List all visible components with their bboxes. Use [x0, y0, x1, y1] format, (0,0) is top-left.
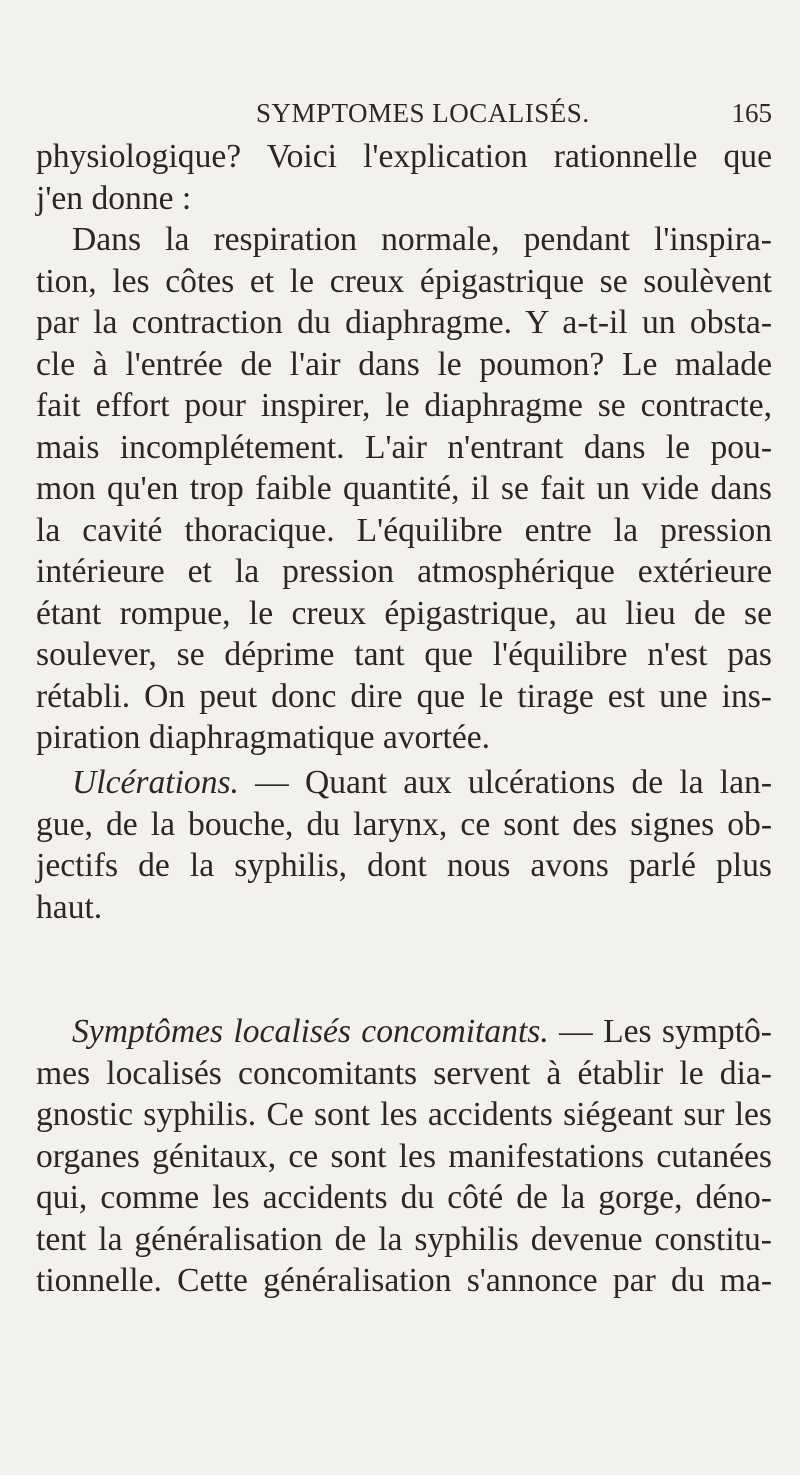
- text-line: cle à l'entrée de l'air dans le poumon? Le malade: [36, 345, 772, 383]
- section-heading-symptomes: Symptômes localisés concomitants.: [72, 1013, 549, 1050]
- text-line: intérieure et la pression atmosphérique extérieure: [36, 553, 772, 590]
- paragraph-symptomes-concomitants: [36, 1011, 772, 1302]
- page-header: [0, 98, 800, 138]
- text-line: organes génitaux, ce sont les manifestations cutanées: [36, 1137, 772, 1175]
- text-line: haut.: [36, 888, 103, 926]
- text-line: qui, comme les accidents du côté de la gorge, déno-: [36, 1179, 772, 1216]
- text-line: soulever, se déprime tant que l'équilibre n'est pas: [36, 636, 772, 673]
- text-line: étant rompue, le creux épigastrique, au lieu de se: [36, 594, 772, 632]
- text-line: tionnelle. Cette généralisation s'annonce par du ma-: [36, 1262, 772, 1299]
- paragraph-respiration: [36, 219, 772, 759]
- section-heading-ulcerations: Ulcérations.: [72, 764, 239, 801]
- text-line: mes localisés concomitants servent à établir le dia-: [36, 1054, 772, 1092]
- text-line: Symptômes localisés concomitants. — Les symptô-: [72, 1013, 772, 1050]
- text-line: fait effort pour inspirer, le diaphragme se contracte,: [36, 387, 772, 424]
- text-line: tent la généralisation de la syphilis devenue constitu-: [36, 1220, 772, 1258]
- text-line: piration diaphragmatique avortée.: [36, 719, 491, 756]
- page-number: 165: [731, 98, 772, 128]
- text-line: rétabli. On peut donc dire que le tirage est une ins-: [36, 677, 772, 715]
- text-line: Dans la respiration normale, pendant l'inspira-: [72, 221, 772, 258]
- paragraph-continued: [36, 136, 772, 219]
- text-line: par la contraction du diaphragme. Y a-t-il un obsta-: [36, 304, 772, 341]
- text-line: physiologique? Voici l'explication rationnelle que: [36, 138, 772, 175]
- text-line: jectifs de la syphilis, dont nous avons parlé plus: [36, 847, 772, 884]
- text-line: mon qu'en trop faible quantité, il se fait un vide dans: [36, 470, 772, 507]
- text-line: gnostic syphilis. Ce sont les accidents siégeant sur les: [36, 1096, 772, 1133]
- text-line: mais incomplétement. L'air n'entrant dans le pou-: [36, 428, 772, 466]
- text-line: gue, de la bouche, du larynx, ce sont des signes ob-: [36, 805, 772, 843]
- paragraph-ulcerations: [36, 762, 772, 928]
- running-title: SYMPTOMES LOCALISÉS.: [256, 98, 590, 128]
- text-line: j'en donne :: [36, 179, 192, 217]
- text-line: tion, les côtes et le creux épigastrique se soulèvent: [36, 262, 772, 300]
- text-line: la cavité thoracique. L'équilibre entre la pression: [36, 511, 772, 549]
- text-line: Ulcérations. — Quant aux ulcérations de la lan-: [72, 764, 772, 801]
